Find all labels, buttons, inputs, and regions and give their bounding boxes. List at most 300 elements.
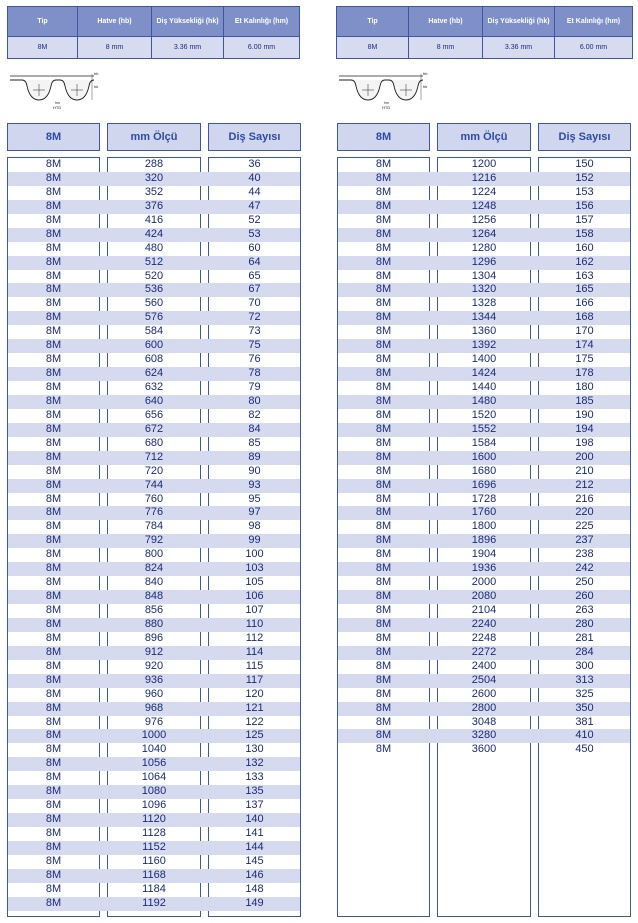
cell-teeth-count: 313 <box>575 673 594 686</box>
table-row <box>8 423 300 437</box>
cell-teeth-count: 79 <box>248 381 261 393</box>
table-row <box>8 270 300 284</box>
cell-teeth-count: 82 <box>248 408 261 421</box>
table-row <box>338 437 630 451</box>
cell-type: 8M <box>45 241 62 254</box>
table-row <box>8 855 300 869</box>
cell-type: 8M <box>45 269 62 282</box>
cell-type: 8M <box>45 659 62 672</box>
spec-cell-thickness: 6.00 mm <box>224 37 300 59</box>
cell-type: 8M <box>375 729 392 742</box>
cell-length-mm: 712 <box>144 450 164 463</box>
table-row <box>8 200 300 214</box>
cell-length-mm: 1128 <box>142 827 166 839</box>
table-row <box>338 172 630 186</box>
table-row <box>338 506 630 520</box>
cell-teeth-count: 174 <box>575 339 594 352</box>
cell-length-mm: 1248 <box>471 199 497 212</box>
cell-teeth-count: 72 <box>248 311 261 324</box>
label-hm: hm <box>55 101 60 105</box>
cell-length-mm: 1328 <box>471 297 497 310</box>
cell-length-mm: 1200 <box>471 158 497 170</box>
cell-length-mm: 1160 <box>142 854 166 867</box>
cell-type: 8M <box>45 283 62 296</box>
cell-type: 8M <box>45 701 62 714</box>
cell-teeth-count: 237 <box>575 534 594 547</box>
cell-length-mm: 2800 <box>471 701 497 714</box>
table-row <box>8 283 300 297</box>
cell-type: 8M <box>375 241 392 254</box>
cell-type: 8M <box>45 827 62 839</box>
cell-length-mm: 824 <box>144 562 164 575</box>
cell-type: 8M <box>45 325 62 338</box>
cell-teeth-count: 198 <box>575 436 594 449</box>
cell-teeth-count: 152 <box>575 171 594 184</box>
table-row <box>8 465 300 479</box>
cell-teeth-count: 210 <box>575 464 594 477</box>
table-row <box>8 186 300 200</box>
table-row <box>338 562 630 576</box>
cell-type: 8M <box>45 715 62 728</box>
cell-teeth-count: 410 <box>575 729 594 742</box>
table-row <box>8 702 300 716</box>
cell-length-mm: 1264 <box>471 227 497 240</box>
table-row <box>8 339 300 353</box>
cell-length-mm: 352 <box>144 185 164 198</box>
cell-length-mm: 2504 <box>471 673 497 686</box>
table-row <box>8 158 300 172</box>
cell-length-mm: 320 <box>144 171 164 184</box>
table-row <box>338 576 630 590</box>
table-row <box>338 339 630 353</box>
belt-profile-diagram-right <box>337 70 427 110</box>
table-row <box>8 353 300 367</box>
table-row <box>8 437 300 451</box>
cell-teeth-count: 284 <box>575 645 594 658</box>
cell-length-mm: 512 <box>144 255 164 268</box>
table-row <box>8 660 300 674</box>
table-row <box>8 576 300 590</box>
spec-cell-tooth-height: 3.36 mm <box>483 37 555 59</box>
table-row <box>8 743 300 757</box>
table-row <box>8 493 300 507</box>
cell-teeth-count: 53 <box>248 227 261 240</box>
cell-teeth-count: 168 <box>575 311 594 324</box>
cell-length-mm: 744 <box>144 478 164 491</box>
cell-teeth-count: 100 <box>245 548 264 561</box>
table-row <box>338 479 630 493</box>
cell-length-mm: 936 <box>144 673 164 686</box>
label-hb: hb <box>423 71 428 76</box>
label-htd: HTD <box>53 105 62 110</box>
spec-header-pitch: Hatve (hb) <box>78 7 152 37</box>
cell-teeth-count: 133 <box>245 771 264 784</box>
table-row <box>8 688 300 702</box>
table-row <box>8 646 300 660</box>
table-row <box>8 590 300 604</box>
table-row <box>8 841 300 855</box>
cell-type: 8M <box>45 813 62 826</box>
cell-type: 8M <box>45 771 62 784</box>
table-row <box>8 214 300 228</box>
cell-type: 8M <box>45 840 62 853</box>
spec-header-type: Tip <box>337 7 409 37</box>
cell-teeth-count: 141 <box>245 827 264 839</box>
cell-teeth-count: 381 <box>575 715 594 728</box>
cell-teeth-count: 450 <box>575 743 594 756</box>
cell-length-mm: 1696 <box>471 478 497 491</box>
cell-teeth-count: 149 <box>245 896 264 909</box>
table-row <box>338 242 630 256</box>
cell-type: 8M <box>45 882 62 895</box>
table-row <box>338 270 630 284</box>
table-row <box>338 200 630 214</box>
cell-teeth-count: 160 <box>575 241 594 254</box>
cell-length-mm: 480 <box>144 241 164 254</box>
cell-type: 8M <box>375 478 392 491</box>
cell-type: 8M <box>45 478 62 491</box>
cell-type: 8M <box>375 408 392 421</box>
cell-length-mm: 520 <box>144 269 164 282</box>
cell-length-mm: 1896 <box>471 534 497 547</box>
table-row <box>338 158 630 172</box>
spec-header-thickness: Et Kalınlığı (hm) <box>224 7 300 37</box>
spec-table-left <box>7 6 300 59</box>
table-row <box>338 632 630 646</box>
cell-length-mm: 1080 <box>141 785 167 798</box>
table-row <box>8 520 300 534</box>
table-row <box>338 534 630 548</box>
cell-teeth-count: 75 <box>248 339 261 352</box>
table-row <box>338 367 630 381</box>
cell-type: 8M <box>45 785 62 798</box>
table-row <box>8 604 300 618</box>
cell-teeth-count: 60 <box>248 241 261 254</box>
spec-header-pitch: Hatve (hb) <box>409 7 483 37</box>
cell-teeth-count: 166 <box>575 297 594 310</box>
cell-type: 8M <box>375 590 392 603</box>
table-row <box>8 827 300 841</box>
cell-length-mm: 560 <box>144 297 164 310</box>
cell-length-mm: 672 <box>144 422 164 435</box>
table-row <box>8 479 300 493</box>
cell-type: 8M <box>45 408 62 421</box>
table-row <box>338 604 630 618</box>
cell-type: 8M <box>45 339 62 352</box>
spec-table-right <box>336 6 633 59</box>
cell-teeth-count: 70 <box>248 297 261 310</box>
cell-length-mm: 1216 <box>471 171 497 184</box>
cell-teeth-count: 115 <box>245 659 264 672</box>
cell-length-mm: 1520 <box>471 408 497 421</box>
cell-length-mm: 1424 <box>471 367 497 380</box>
cell-type: 8M <box>45 868 62 881</box>
table-row <box>8 618 300 632</box>
cell-length-mm: 840 <box>144 576 164 589</box>
cell-type: 8M <box>375 311 392 324</box>
cell-teeth-count: 162 <box>575 255 594 268</box>
table-row <box>338 493 630 507</box>
cell-teeth-count: 165 <box>575 283 594 296</box>
table-row <box>8 813 300 827</box>
cell-type: 8M <box>45 520 62 533</box>
cell-teeth-count: 85 <box>248 436 261 449</box>
cell-type: 8M <box>375 673 392 686</box>
cell-length-mm: 1552 <box>471 422 497 435</box>
column-header-teeth: Diş Sayısı <box>208 123 301 151</box>
table-row <box>8 325 300 339</box>
cell-length-mm: 656 <box>144 408 164 421</box>
cell-length-mm: 1168 <box>142 868 166 881</box>
cell-teeth-count: 97 <box>248 506 261 519</box>
cell-type: 8M <box>45 213 62 226</box>
table-row <box>8 409 300 423</box>
table-row <box>338 702 630 716</box>
cell-teeth-count: 121 <box>245 701 264 714</box>
cell-type: 8M <box>45 394 62 407</box>
column-header-mm: mm Ölçü <box>107 123 201 151</box>
table-row <box>8 381 300 395</box>
cell-length-mm: 288 <box>144 158 164 170</box>
table-row <box>338 409 630 423</box>
cell-type: 8M <box>375 297 392 310</box>
table-row <box>338 353 630 367</box>
cell-type: 8M <box>375 185 392 198</box>
table-row <box>338 283 630 297</box>
cell-length-mm: 2080 <box>471 590 497 603</box>
cell-type: 8M <box>45 450 62 463</box>
table-row <box>8 311 300 325</box>
table-row <box>338 729 630 743</box>
cell-type: 8M <box>45 534 62 547</box>
table-row <box>338 395 630 409</box>
cell-teeth-count: 125 <box>245 729 264 742</box>
cell-teeth-count: 103 <box>245 562 264 575</box>
cell-type: 8M <box>45 743 62 756</box>
cell-type: 8M <box>45 757 62 770</box>
belt-profile-diagram-left <box>8 70 98 110</box>
cell-teeth-count: 107 <box>245 604 264 616</box>
cell-length-mm: 584 <box>144 325 164 338</box>
spec-header-type: Tip <box>8 7 78 37</box>
cell-teeth-count: 99 <box>248 534 261 547</box>
cell-teeth-count: 185 <box>575 394 594 407</box>
column-header-mm: mm Ölçü <box>437 123 531 151</box>
cell-length-mm: 3280 <box>471 729 497 742</box>
cell-teeth-count: 260 <box>575 590 594 603</box>
cell-type: 8M <box>375 394 392 407</box>
table-row <box>8 451 300 465</box>
cell-teeth-count: 67 <box>248 283 261 296</box>
cell-teeth-count: 250 <box>575 576 594 589</box>
table-row <box>338 381 630 395</box>
cell-teeth-count: 73 <box>248 325 261 338</box>
cell-teeth-count: 76 <box>248 353 261 366</box>
cell-teeth-count: 106 <box>245 590 264 603</box>
cell-length-mm: 536 <box>144 283 164 296</box>
cell-length-mm: 2600 <box>471 687 497 700</box>
cell-length-mm: 1800 <box>471 520 497 533</box>
cell-type: 8M <box>45 353 62 366</box>
cell-teeth-count: 122 <box>245 715 264 728</box>
table-row <box>338 256 630 270</box>
cell-length-mm: 608 <box>144 353 164 366</box>
cell-type: 8M <box>45 297 62 310</box>
cell-length-mm: 920 <box>144 659 164 672</box>
table-row <box>8 632 300 646</box>
cell-teeth-count: 137 <box>245 799 264 812</box>
cell-teeth-count: 200 <box>575 450 594 463</box>
spec-header-tooth-height: Diş Yüksekliği (hk) <box>483 7 555 37</box>
cell-type: 8M <box>45 492 62 505</box>
cell-length-mm: 960 <box>144 687 164 700</box>
table-row <box>338 325 630 339</box>
cell-type: 8M <box>45 799 62 812</box>
cell-type: 8M <box>375 199 392 212</box>
spec-cell-pitch: 8 mm <box>78 37 152 59</box>
table-row <box>338 451 630 465</box>
cell-type: 8M <box>375 520 392 533</box>
cell-length-mm: 600 <box>144 339 164 352</box>
cell-length-mm: 1440 <box>471 381 497 393</box>
cell-type: 8M <box>375 562 392 575</box>
cell-type: 8M <box>45 311 62 324</box>
cell-type: 8M <box>45 687 62 700</box>
cell-teeth-count: 95 <box>248 492 261 505</box>
cell-length-mm: 1728 <box>471 492 497 505</box>
label-hk: hk <box>423 84 428 89</box>
cell-length-mm: 1584 <box>471 436 497 449</box>
table-row <box>338 228 630 242</box>
table-row <box>8 548 300 562</box>
cell-teeth-count: 140 <box>245 813 264 826</box>
table-row <box>8 228 300 242</box>
label-hb: hb <box>94 71 99 76</box>
cell-length-mm: 2400 <box>471 659 497 672</box>
cell-type: 8M <box>375 701 392 714</box>
cell-length-mm: 624 <box>144 367 164 380</box>
cell-length-mm: 3048 <box>471 715 497 728</box>
cell-length-mm: 760 <box>144 492 164 505</box>
cell-teeth-count: 325 <box>575 687 594 700</box>
table-row <box>338 716 630 730</box>
cell-teeth-count: 153 <box>575 185 594 198</box>
cell-teeth-count: 300 <box>575 659 594 672</box>
cell-length-mm: 1400 <box>471 353 497 366</box>
table-row <box>8 716 300 730</box>
cell-type: 8M <box>375 659 392 672</box>
cell-type: 8M <box>375 450 392 463</box>
cell-teeth-count: 163 <box>575 269 594 282</box>
cell-type: 8M <box>45 381 62 393</box>
table-row <box>338 646 630 660</box>
cell-length-mm: 416 <box>144 213 164 226</box>
cell-teeth-count: 132 <box>245 757 264 770</box>
cell-teeth-count: 145 <box>245 854 264 867</box>
table-row <box>8 883 300 897</box>
table-row <box>8 367 300 381</box>
cell-teeth-count: 225 <box>575 520 594 533</box>
cell-length-mm: 1680 <box>471 464 497 477</box>
cell-length-mm: 632 <box>144 381 164 393</box>
cell-type: 8M <box>45 617 62 630</box>
cell-teeth-count: 84 <box>248 422 261 435</box>
cell-length-mm: 784 <box>144 520 164 533</box>
cell-type: 8M <box>375 325 392 338</box>
cell-type: 8M <box>45 255 62 268</box>
cell-type: 8M <box>375 171 392 184</box>
cell-teeth-count: 180 <box>575 381 594 393</box>
cell-length-mm: 576 <box>144 311 164 324</box>
cell-teeth-count: 98 <box>248 520 261 533</box>
cell-length-mm: 1000 <box>141 729 167 742</box>
table-row <box>8 506 300 520</box>
cell-teeth-count: 158 <box>575 227 594 240</box>
cell-type: 8M <box>45 896 62 909</box>
cell-teeth-count: 93 <box>248 478 261 491</box>
cell-length-mm: 376 <box>144 199 164 212</box>
cell-type: 8M <box>45 604 62 616</box>
cell-type: 8M <box>375 687 392 700</box>
cell-type: 8M <box>375 576 392 589</box>
cell-type: 8M <box>45 158 62 170</box>
cell-teeth-count: 65 <box>248 269 261 282</box>
column-header-teeth: Diş Sayısı <box>538 123 631 151</box>
cell-type: 8M <box>375 436 392 449</box>
cell-type: 8M <box>375 715 392 728</box>
cell-teeth-count: 64 <box>248 255 261 268</box>
cell-type: 8M <box>375 534 392 547</box>
cell-teeth-count: 130 <box>245 743 264 756</box>
cell-teeth-count: 47 <box>248 199 261 212</box>
table-row <box>338 465 630 479</box>
table-row <box>338 214 630 228</box>
table-row <box>8 785 300 799</box>
table-row <box>8 869 300 883</box>
cell-length-mm: 2248 <box>471 631 497 644</box>
table-row <box>8 395 300 409</box>
cell-teeth-count: 90 <box>248 464 261 477</box>
cell-length-mm: 856 <box>144 604 164 616</box>
cell-length-mm: 1120 <box>142 813 166 826</box>
cell-length-mm: 1184 <box>142 882 166 895</box>
cell-type: 8M <box>375 381 392 393</box>
table-row <box>8 297 300 311</box>
table-row <box>338 520 630 534</box>
spec-cell-type: 8M <box>337 37 409 59</box>
cell-type: 8M <box>375 645 392 658</box>
cell-length-mm: 640 <box>144 394 164 407</box>
left-belt-table <box>8 158 300 911</box>
cell-teeth-count: 117 <box>245 673 264 686</box>
cell-length-mm: 792 <box>144 534 164 547</box>
cell-length-mm: 800 <box>144 548 164 561</box>
cell-teeth-count: 178 <box>575 367 594 380</box>
cell-teeth-count: 36 <box>248 158 261 170</box>
cell-length-mm: 1320 <box>471 283 497 296</box>
cell-length-mm: 1936 <box>471 562 497 575</box>
cell-length-mm: 1192 <box>142 896 166 909</box>
cell-teeth-count: 144 <box>245 840 264 853</box>
cell-teeth-count: 120 <box>245 687 264 700</box>
cell-teeth-count: 157 <box>575 213 594 226</box>
cell-type: 8M <box>45 506 62 519</box>
cell-type: 8M <box>375 158 392 170</box>
cell-teeth-count: 44 <box>248 185 261 198</box>
label-hm: hm <box>384 101 389 105</box>
cell-teeth-count: 350 <box>575 701 594 714</box>
cell-length-mm: 3600 <box>471 743 497 756</box>
